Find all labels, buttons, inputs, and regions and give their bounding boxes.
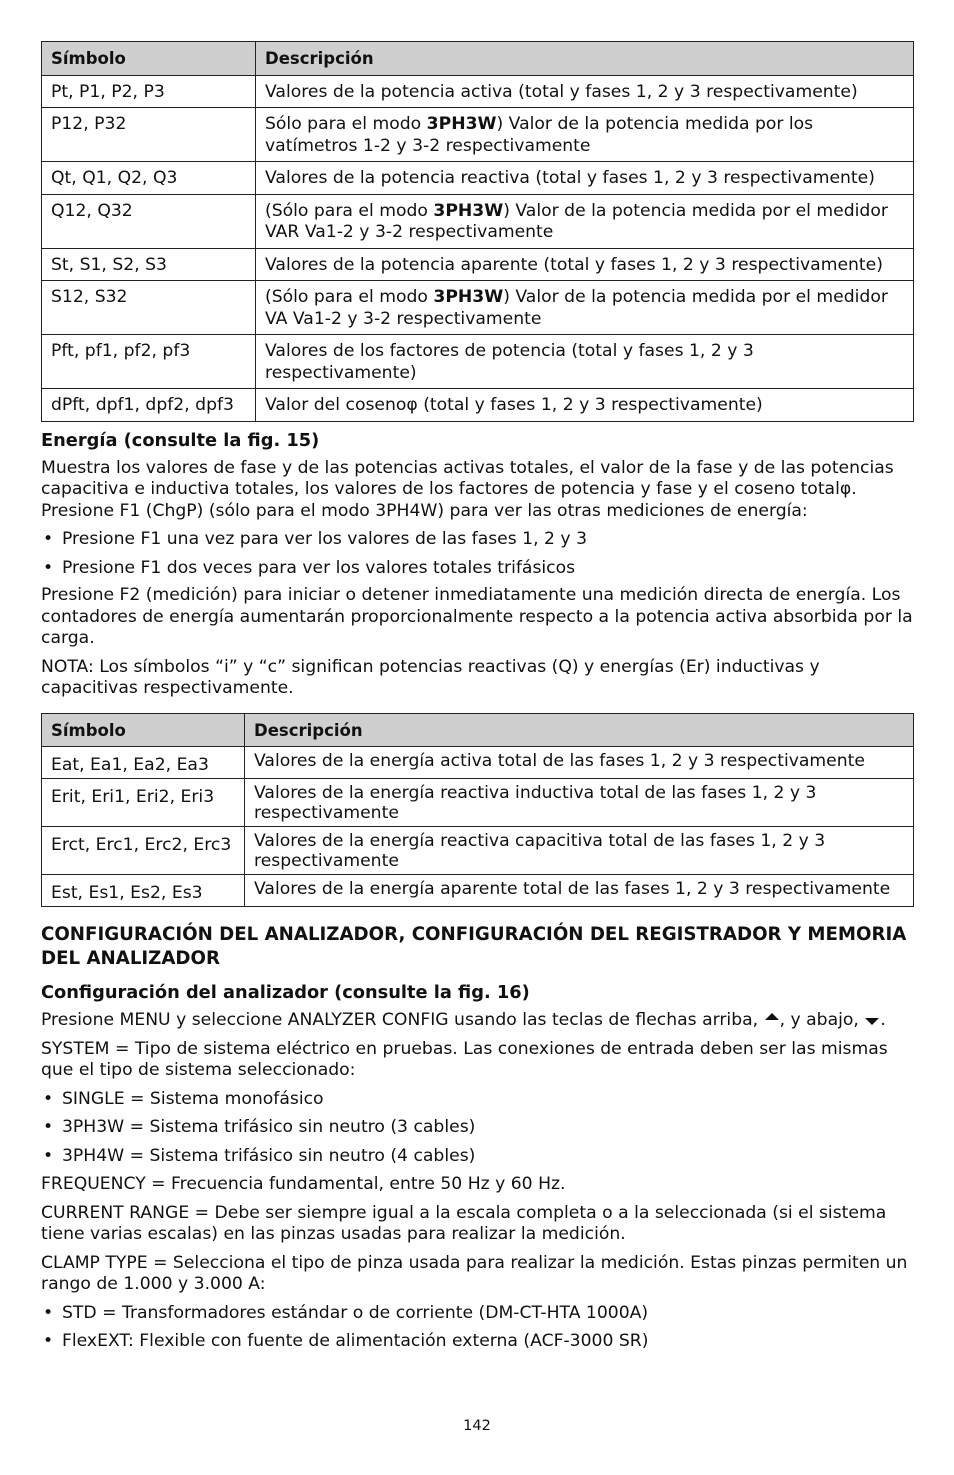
description-text: Sólo para el modo	[265, 114, 427, 134]
description-cell: Valores de la energía reactiva capacitiva total de las fases 1, 2 y 3 respectivamente	[245, 827, 914, 875]
mode-label: 3PH3W	[433, 200, 504, 221]
symbol-cell: Pt, P1, P2, P3	[42, 75, 256, 108]
column-header-symbol: Símbolo	[42, 42, 256, 76]
table-row	[42, 875, 914, 907]
description-cell	[256, 389, 914, 422]
symbol-cell: S12, S32	[42, 281, 256, 335]
symbol-cell: Q12, Q32	[42, 194, 256, 248]
column-header-symbol: Símbolo	[42, 713, 245, 747]
description-cell	[256, 335, 914, 389]
description-text: ) Valor de la potencia medida por los vatímetros 1-2 y 3-2 respectivamente	[265, 114, 814, 156]
description-cell	[256, 194, 914, 248]
table-row	[42, 248, 914, 281]
description-text: Valor del cosenoφ (total y fases 1, 2 y 3 respectivamente)	[265, 395, 763, 415]
description-text: Valores de la potencia aparente (total y fases 1, 2 y 3 respectivamente)	[265, 254, 883, 275]
table-row	[42, 335, 914, 389]
description-cell	[256, 108, 914, 162]
list-item: • SINGLE = Sistema monofásico	[41, 1089, 913, 1111]
description-cell	[256, 281, 914, 335]
symbol-cell: dPft, dpf1, dpf2, dpf3	[42, 389, 256, 422]
description-text: Valores de los factores de potencia (total y fases 1, 2 y 3 respectivamente)	[265, 341, 754, 383]
clamp-type-paragraph: CLAMP TYPE = Selecciona el tipo de pinza usada para realizar la medición. Estas pinzas permiten un rango de 1.000 y 3.000 A:	[41, 1252, 908, 1294]
column-header-description: Descripción	[245, 713, 914, 747]
description-text: (Sólo para el modo	[265, 200, 434, 221]
list-item: • Presione F1 una vez para ver los valores de las fases 1, 2 y 3	[41, 529, 913, 551]
energy-note: NOTA: Los símbolos “i” y “c” significan potencias reactivas (Q) y energías (Er) inductivas y capacitivas respectivamente.	[41, 656, 820, 698]
description-cell: Valores de la energía aparente total de las fases 1, 2 y 3 respectivamente	[245, 875, 914, 907]
description-cell	[256, 162, 914, 195]
power-symbols-table	[41, 41, 914, 422]
description-cell	[256, 75, 914, 108]
table-row	[42, 194, 914, 248]
symbol-cell: St, S1, S2, S3	[42, 248, 256, 281]
table-row	[42, 75, 914, 108]
system-bullet-list	[41, 1089, 913, 1168]
table-row	[42, 281, 914, 335]
mode-label: 3PH3W	[433, 287, 504, 307]
description-text: Valores de la potencia reactiva (total y fases 1, 2 y 3 respectivamente)	[265, 168, 875, 188]
arrow-down-icon	[865, 1018, 879, 1025]
symbol-cell: Est, Es1, Es2, Es3	[42, 875, 245, 907]
energy-intro: Muestra los valores de fase y de las potencias activas totales, el valor de la fase y de las potencias capacitiva e inductiva totales, los valores de los factores de potencia y fase y el coseno totalφ. Presione F1 (ChgP) (sólo para el modo 3PH4W) para ver las otras mediciones de energía:	[41, 457, 894, 521]
list-item: • FlexEXT: Flexible con fuente de alimentación externa (ACF-3000 SR)	[41, 1331, 913, 1353]
table-row	[42, 162, 914, 195]
menu-instruction-mid: , y abajo,	[779, 1010, 865, 1030]
menu-instruction-start: Presione MENU y seleccione ANALYZER CONFIG usando las teclas de flechas arriba,	[41, 1010, 764, 1030]
description-text: ) Valor de la potencia medida por el medidor VA Va1-2 y 3-2 respectivamente	[265, 287, 888, 329]
menu-instruction	[41, 1010, 913, 1032]
symbol-cell: Eat, Ea1, Ea2, Ea3	[42, 747, 245, 779]
table-row	[42, 827, 914, 875]
energy-f2-paragraph: Presione F2 (medición) para iniciar o detener inmediatamente una medición directa de energía. Los contadores de energía aumentarán proporcionalmente respecto a la potencia activa absorbida por la carga.	[41, 585, 913, 648]
arrow-up-icon	[765, 1013, 779, 1020]
symbol-cell: Pft, pf1, pf2, pf3	[42, 335, 256, 389]
energy-symbols-table	[41, 713, 914, 908]
description-text: Valores de la potencia activa (total y fases 1, 2 y 3 respectivamente)	[265, 81, 858, 102]
system-paragraph: SYSTEM = Tipo de sistema eléctrico en pruebas. Las conexiones de entrada deben ser las mismas que el tipo de sistema seleccionado:	[41, 1038, 888, 1080]
list-item: • 3PH4W = Sistema trifásico sin neutro (4 cables)	[41, 1146, 913, 1168]
table-row	[42, 389, 914, 422]
list-item: • Presione F1 dos veces para ver los valores totales trifásicos	[41, 558, 913, 580]
current-range-paragraph: CURRENT RANGE = Debe ser siempre igual a la escala completa o a la seleccionada (si el sistema tiene varias escalas) en las pinzas usadas para realizar la medición.	[41, 1202, 887, 1244]
symbol-cell: P12, P32	[42, 108, 256, 162]
symbol-cell: Erit, Eri1, Eri2, Eri3	[42, 779, 245, 827]
mode-label: 3PH3W	[426, 114, 497, 134]
document-page	[41, 41, 913, 1353]
description-cell: Valores de la energía reactiva inductiva total de las fases 1, 2 y 3 respectivamente	[245, 779, 914, 827]
description-cell: Valores de la energía activa total de las fases 1, 2 y 3 respectivamente	[245, 747, 914, 779]
table-header-row	[42, 42, 914, 76]
energy-bullet-list	[41, 529, 913, 579]
table-row	[42, 779, 914, 827]
table-row	[42, 747, 914, 779]
description-cell	[256, 248, 914, 281]
config-section-heading: CONFIGURACIÓN DEL ANALIZADOR, CONFIGURACIÓN DEL REGISTRADOR Y MEMORIA DEL ANALIZADOR	[41, 924, 907, 969]
list-item: • STD = Transformadores estándar o de corriente (DM-CT-HTA 1000A)	[41, 1303, 913, 1325]
table-header-row	[42, 713, 914, 747]
symbol-cell: Qt, Q1, Q2, Q3	[42, 162, 256, 195]
analyzer-config-heading: Configuración del analizador (consulte la fig. 16)	[41, 982, 530, 1003]
list-item: • 3PH3W = Sistema trifásico sin neutro (3 cables)	[41, 1117, 913, 1139]
symbol-cell: Erct, Erc1, Erc2, Erc3	[42, 827, 245, 875]
table-row	[42, 108, 914, 162]
energy-heading: Energía (consulte la fig. 15)	[41, 429, 320, 451]
description-text: (Sólo para el modo	[265, 287, 434, 307]
column-header-description: Descripción	[256, 42, 914, 76]
page-number: 142	[463, 1418, 491, 1434]
frequency-paragraph: FREQUENCY = Frecuencia fundamental, entre 50 Hz y 60 Hz.	[41, 1174, 566, 1194]
description-text: ) Valor de la potencia medida por el medidor VAR Va1-2 y 3-2 respectivamente	[265, 200, 888, 242]
clamp-bullet-list	[41, 1303, 913, 1353]
menu-instruction-end: .	[880, 1010, 886, 1030]
